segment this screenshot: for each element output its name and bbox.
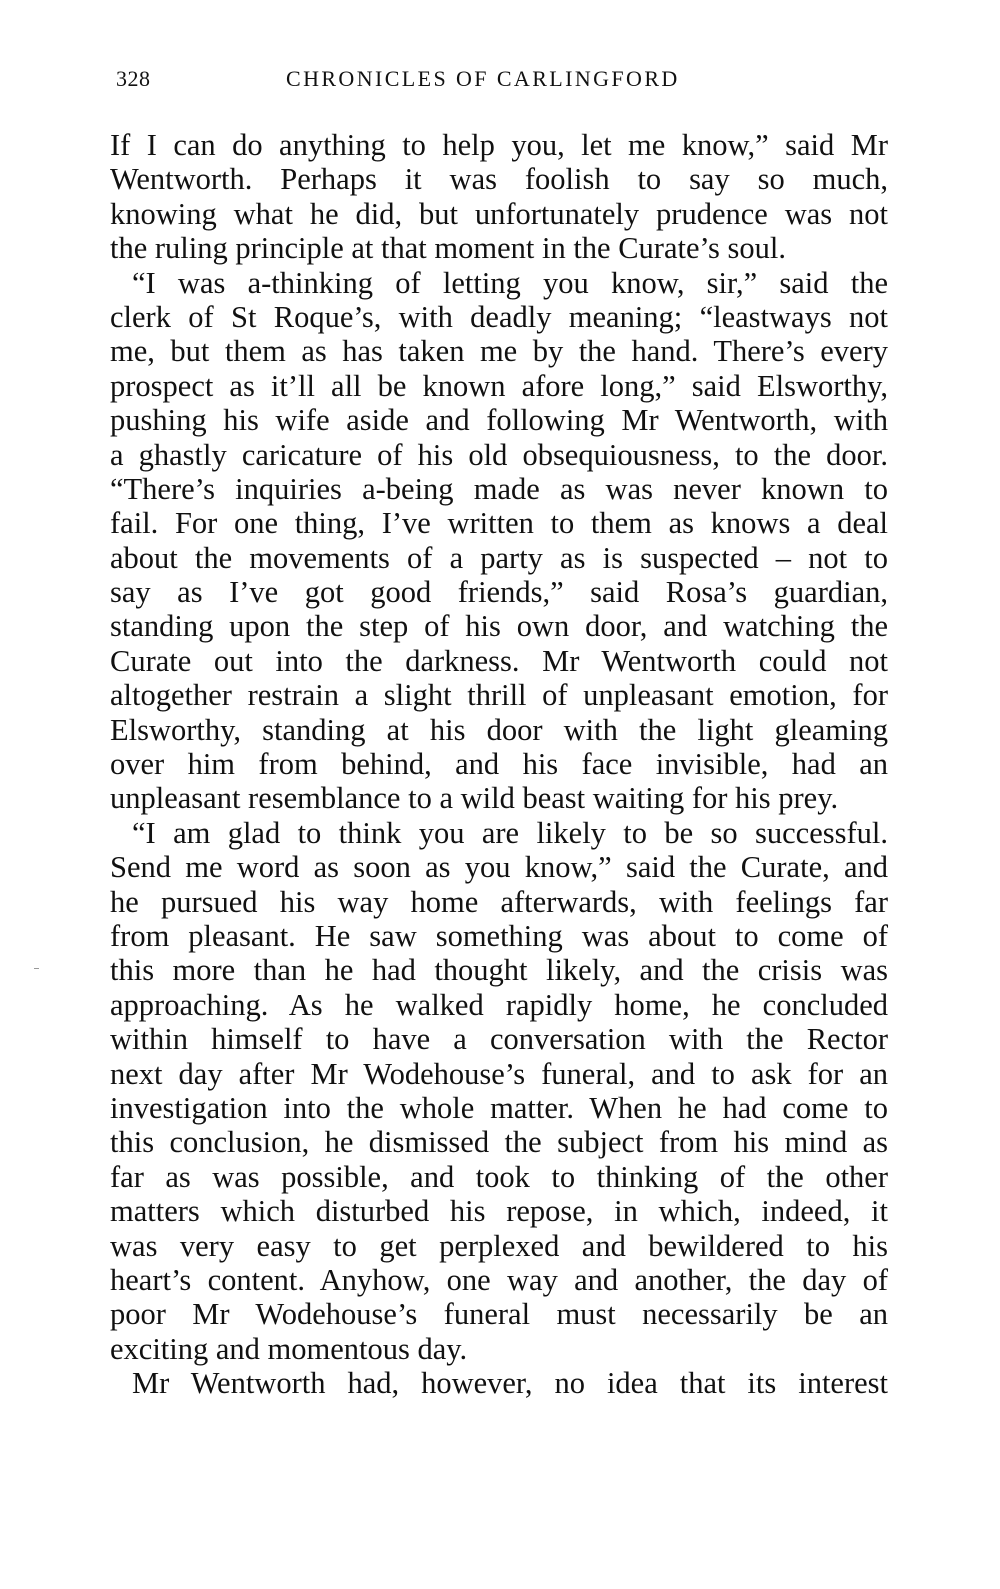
text-line: “I was a-thinking of letting you know, sir,” said the [132, 265, 888, 300]
text-line: poor Mr Wodehouse’s funeral must necessarily be an [110, 1297, 888, 1332]
text-line: this conclusion, he dismissed the subject from his mind as [110, 1125, 888, 1160]
text-line: over him from behind, and his face invisible, had an [110, 747, 888, 782]
text-line: Wentworth. Perhaps it was foolish to say so much, [110, 162, 888, 197]
text-line: a ghastly caricature of his old obsequiousness, to the door. [110, 437, 888, 472]
text-line: was very easy to get perplexed and bewildered to his [110, 1228, 888, 1263]
text-line: approaching. As he walked rapidly home, he concluded [110, 987, 888, 1022]
text-line: next day after Mr Wodehouse’s funeral, and to ask for an [110, 1056, 888, 1091]
running-head [116, 66, 890, 100]
text-line: standing upon the step of his own door, and watching the [110, 609, 888, 644]
text-line: “I am glad to think you are likely to be so successful. [132, 815, 888, 850]
text-line: me, but them as has taken me by the hand. There’s every [110, 334, 888, 369]
text-line: Elsworthy, standing at his door with the light gleaming [110, 712, 888, 747]
text-line: heart’s content. Anyhow, one way and another, the day of [110, 1262, 888, 1297]
text-line: unpleasant resemblance to a wild beast waiting for his prey. [110, 781, 839, 816]
text-line: fail. For one thing, I’ve written to them as knows a deal [110, 506, 888, 541]
text-line: prospect as it’ll all be known afore long,” said Elsworthy, [110, 368, 888, 403]
text-line: altogether restrain a slight thrill of unpleasant emotion, for [110, 678, 888, 713]
body-text [110, 128, 888, 1400]
text-line: “There’s inquiries a-being made as was never known to [110, 471, 888, 506]
page-number: 328 [116, 66, 151, 91]
text-line: from pleasant. He saw something was about to come of [110, 918, 888, 953]
text-line: Curate out into the darkness. Mr Wentworth could not [110, 643, 888, 678]
text-line: this more than he had thought likely, and the crisis was [110, 953, 888, 988]
text-line: clerk of St Roque’s, with deadly meaning; “leastways not [110, 299, 888, 334]
text-line: matters which disturbed his repose, in which, indeed, it [110, 1194, 888, 1229]
text-line: If I can do anything to help you, let me know,” said Mr [110, 128, 888, 162]
text-line: far as was possible, and took to thinking of the other [110, 1159, 888, 1194]
text-line: exciting and momentous day. [110, 1331, 468, 1366]
text-line: the ruling principle at that moment in the Curate’s soul. [110, 231, 786, 266]
text-line: pushing his wife aside and following Mr Wentworth, with [110, 403, 888, 438]
text-line: say as I’ve got good friends,” said Rosa’s guardian, [110, 575, 888, 610]
text-line: knowing what he did, but unfortunately prudence was not [110, 196, 888, 231]
text-line: Mr Wentworth had, however, no idea that its interest [132, 1366, 888, 1401]
margin-mark [34, 968, 39, 969]
text-line: about the movements of a party as is suspected – not to [110, 540, 888, 575]
text-line: investigation into the whole matter. When he had come to [110, 1090, 888, 1125]
text-line: he pursued his way home afterwards, with feelings far [110, 884, 888, 919]
running-title: CHRONICLES OF CARLINGFORD [286, 66, 680, 91]
text-line: within himself to have a conversation with the Rector [110, 1022, 888, 1057]
text-line: Send me word as soon as you know,” said the Curate, and [110, 850, 888, 885]
